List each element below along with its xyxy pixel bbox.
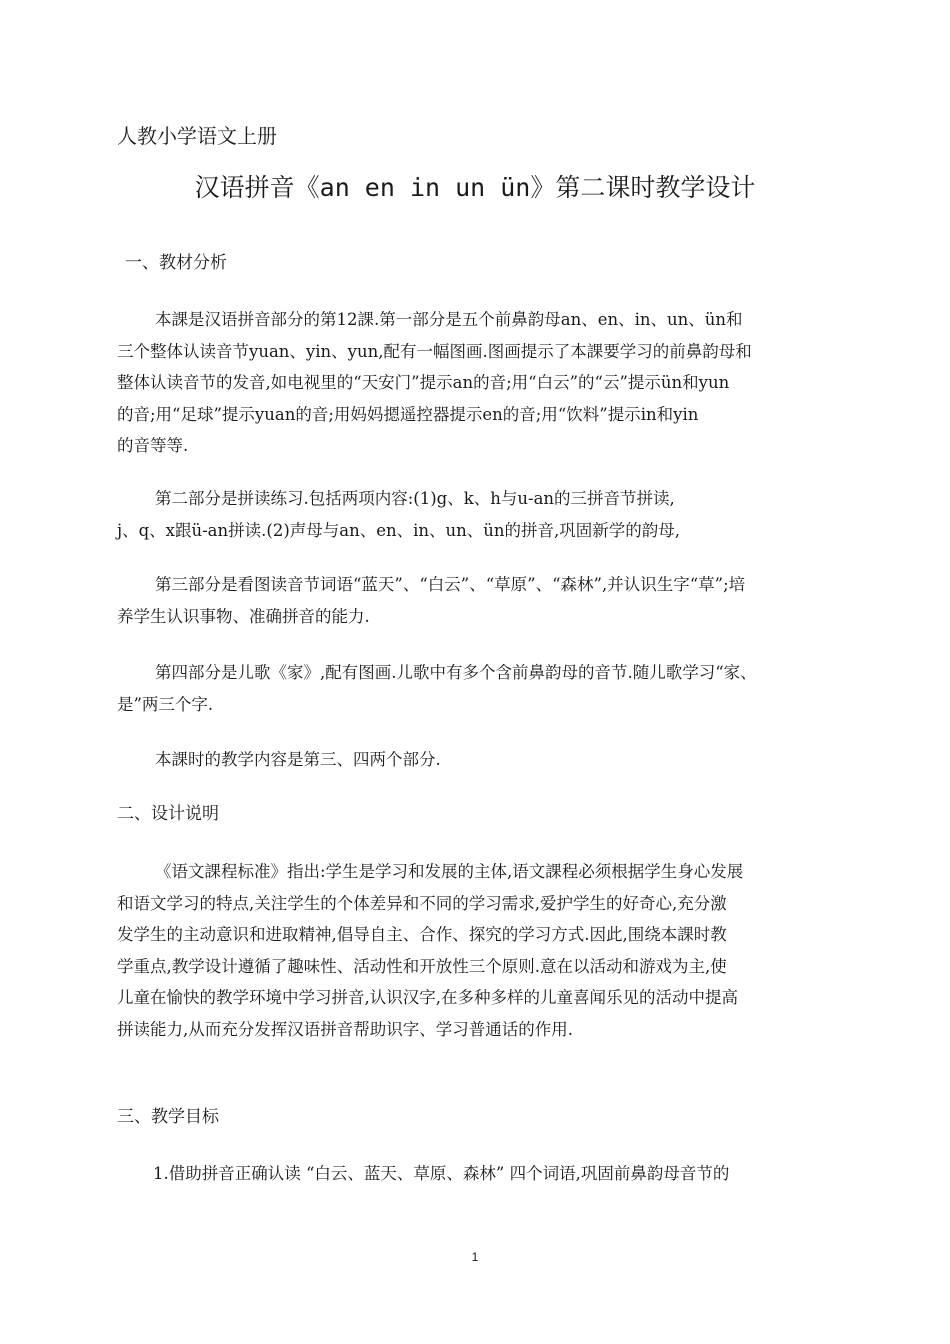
title-latin: an en in un ün — [319, 173, 531, 202]
paragraph-line: 第三部分是看图读音节词语“蓝天”、“白云”、“草原”、“森林”,并认识生字“草”;培 — [155, 575, 746, 594]
paragraph-part-one — [117, 304, 852, 462]
paragraph-line: 三个整体认读音节yuan、yin、yun,配有一幅图画.图画提示了本課要学习的前鼻韵母和 — [117, 341, 752, 361]
paragraph-line: 本課是汉语拼音部分的第12課.第一部分是五个前鼻韵母an、en、in、un、ün和 — [155, 310, 743, 329]
paragraph-line: 养学生认识事物、准确拼音的能力. — [117, 606, 370, 626]
paragraph-objective-one — [117, 1158, 852, 1190]
paragraph-line: 儿童在愉快的教学环境中学习拼音,认识汉字,在多种多样的儿童喜闻乐见的活动中提高 — [117, 988, 738, 1007]
paragraph-part-four — [117, 657, 852, 720]
title-suffix: 》第二课时教学设计 — [530, 173, 756, 202]
paragraph-line: 和语文学习的特点,关注学生的个体差异和不同的学习需求,爱护学生的好奇心,充分激 — [117, 893, 727, 913]
paragraph-line: 拼读能力,从而充分发挥汉语拼音帮助识字、学习普通话的作用. — [117, 1019, 573, 1039]
paragraph-part-two — [117, 483, 852, 546]
document-title — [0, 170, 950, 206]
paragraph-design-notes — [117, 856, 852, 1045]
paragraph-line: 《语文課程标准》指出:学生是学习和发展的主体,语文課程必须根据学生身心发展 — [155, 862, 744, 881]
page-number: 1 — [471, 1250, 479, 1264]
paragraph-line: 第四部分是儿歌《家》,配有图画.儿歌中有多个含前鼻韵母的音节.随儿歌学习“家、 — [155, 663, 757, 682]
paragraph-line: j、q、x跟ü-an拼读.(2)声母与an、en、in、un、ün的拼音,巩固新学的韵母, — [117, 520, 681, 540]
paragraph-line: 学重点,教学设计遵循了趣味性、活动性和开放性三个原则.意在以活动和游戏为主,使 — [117, 956, 727, 976]
paragraph-line: 整体认读音节的发音,如电视里的“天安门”提示an的音;用“白云”的“云”提示ün和yun — [117, 373, 730, 392]
document-subtitle: 人教小学语文上册 — [117, 124, 277, 148]
paragraph-line: 的音;用“足球”提示yuan的音;用妈妈摁遥控器提示en的音;用“饮料”提示in和yin — [117, 404, 699, 424]
paragraph-line: 发学生的主动意识和进取精神,倡导自主、合作、探究的学习方式.因此,围绕本課时教 — [117, 925, 727, 944]
paragraph-line: 1.借助拼音正确认读 “白云、蓝天、草原、森林” 四个词语,巩固前鼻韵母音节的 — [153, 1164, 730, 1183]
title-prefix: 汉语拼音《 — [194, 173, 320, 202]
paragraph-line: 第二部分是拼读练习.包括两项内容:(1)g、k、h与u-an的三拼音节拼读, — [155, 489, 675, 508]
section-heading-objectives: 三、教学目标 — [117, 1107, 219, 1127]
section-heading-materials: 一、教材分析 — [125, 253, 227, 273]
paragraph-part-three — [117, 569, 852, 632]
paragraph-line: 的音等等. — [117, 436, 189, 455]
paragraph-line: 本課时的教学内容是第三、四两个部分. — [155, 750, 441, 769]
section-heading-design: 二、设计说明 — [117, 804, 219, 824]
paragraph-lesson-scope — [117, 744, 852, 776]
paragraph-line: 是”两三个字. — [117, 694, 214, 714]
